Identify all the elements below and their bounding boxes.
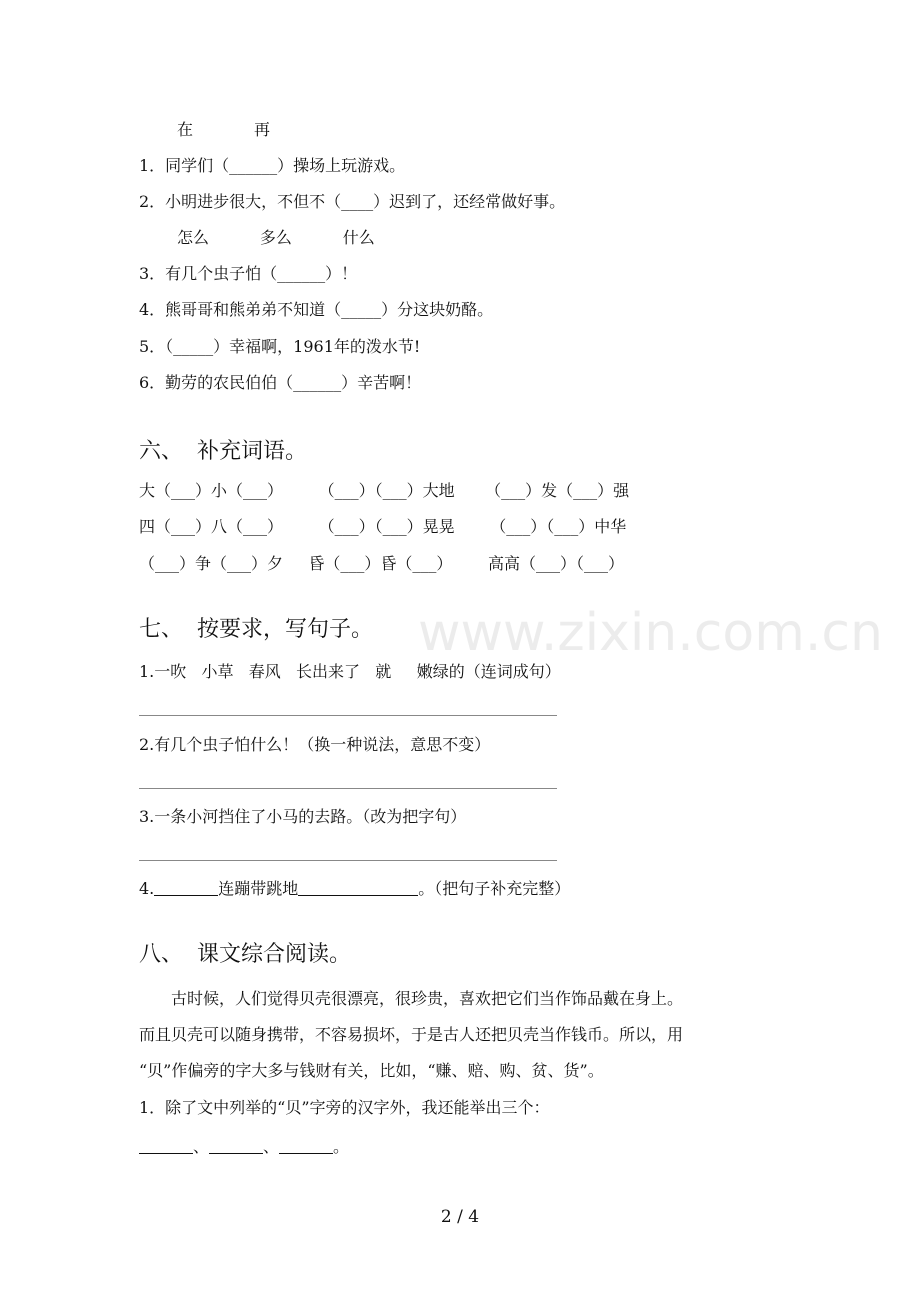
sentence-task-3: 3.一条小河挡住了小马的去路。（改为把字句） — [139, 807, 467, 826]
blank-separator-1: 、 — [193, 1137, 210, 1156]
fill-item-3: 3．有几个虫子怕（______）！ — [139, 264, 358, 283]
answer-line-1 — [139, 715, 557, 716]
word-fill-row-3: （___）争（___）夕 昏（___）昏（___） 高高（___）（___） — [139, 554, 625, 573]
fill-item-6: 6．勤劳的农民伯伯（______）辛苦啊！ — [139, 373, 422, 392]
section-8-heading: 八、 课文综合阅读。 — [139, 942, 351, 967]
section-7-heading: 七、 按要求，写句子。 — [139, 617, 373, 642]
sentence-task-4 — [139, 878, 570, 900]
word-options-2: 怎么 多么 什么 — [177, 228, 375, 247]
reading-paragraph-line-2: 而且贝壳可以随身携带，不容易损坏，于是古人还把贝壳当作钱币。所以，用 — [139, 1025, 684, 1044]
watermark: www.zixin.com.cn — [418, 603, 883, 663]
answer-blank-1 — [139, 1137, 193, 1154]
reading-paragraph-line-1: 古时候，人们觉得贝壳很漂亮，很珍贵，喜欢把它们当作饰品戴在身上。 — [171, 989, 684, 1008]
sentence-task-1: 1.一吹 小草 春风 长出来了 就 嫩绿的（连词成句） — [139, 662, 561, 681]
blank-end-mark: 。 — [333, 1137, 350, 1156]
answer-line-2 — [139, 788, 557, 789]
answer-blank-2 — [209, 1137, 263, 1154]
sentence-task-2: 2.有几个虫子怕什么！（换一种说法，意思不变） — [139, 735, 491, 754]
word-options-1: 在 再 — [177, 120, 271, 139]
reading-question-1: 1．除了文中列举的“贝”字旁的汉字外，我还能举出三个： — [139, 1098, 550, 1117]
fill-item-4: 4．熊哥哥和熊弟弟不知道（_____）分这块奶酪。 — [139, 300, 494, 319]
fill-item-1: 1．同学们（______）操场上玩游戏。 — [139, 156, 406, 175]
section-6-heading: 六、 补充词语。 — [139, 439, 307, 464]
word-fill-row-2: 四（___）八（___） （___）（___）晃晃 （___）（___）中华 — [139, 517, 627, 536]
task-4-number: 4. — [139, 879, 155, 898]
task-4-blank-2 — [298, 879, 418, 896]
task-4-suffix: 。（把句子补充完整） — [418, 879, 571, 898]
fill-item-5: 5．（_____）幸福啊，1961年的泼水节! — [139, 337, 421, 356]
blank-separator-2: 、 — [263, 1137, 280, 1156]
task-4-middle: 连蹦带跳地 — [218, 879, 299, 898]
reading-paragraph-line-3: “贝”作偏旁的字大多与钱财有关，比如，“赚、赔、购、贫、货”。 — [139, 1061, 604, 1080]
answer-line-3 — [139, 860, 557, 861]
fill-item-2: 2．小明进步很大，不但不（____）迟到了，还经常做好事。 — [139, 192, 566, 211]
word-fill-row-1: 大（___）小（___） （___）（___）大地 （___）发（___）强 — [139, 481, 630, 500]
page-number: 2 / 4 — [440, 1207, 480, 1227]
reading-answer-blanks — [139, 1136, 349, 1158]
answer-blank-3 — [279, 1137, 333, 1154]
task-4-blank-1 — [154, 879, 218, 896]
